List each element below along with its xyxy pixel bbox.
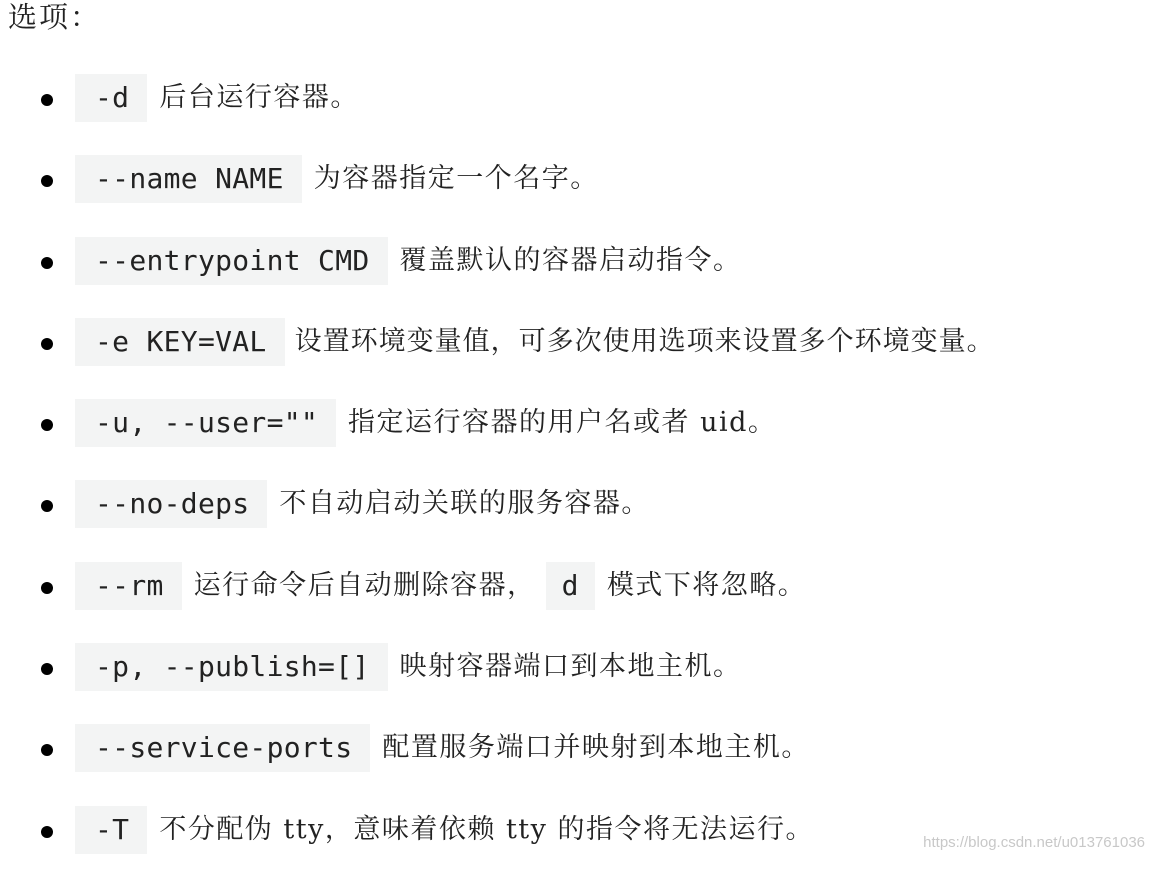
option-flag: --rm (75, 562, 182, 610)
bullet-icon (41, 500, 53, 512)
list-item (0, 399, 1155, 447)
list-item (0, 74, 1155, 122)
option-flag: -p, --publish=[] (75, 643, 388, 691)
option-flag: --no-deps (75, 480, 267, 528)
bullet-icon (41, 663, 53, 675)
option-flag: -d (75, 74, 147, 122)
list-item (0, 480, 1155, 528)
option-description: 配置服务端口并映射到本地主机。 (382, 732, 810, 764)
option-flag: -T (75, 806, 147, 854)
bullet-icon (41, 582, 53, 594)
bullet-icon (41, 826, 53, 838)
bullet-icon (41, 744, 53, 756)
option-description: 覆盖默认的容器启动指令。 (399, 244, 742, 276)
option-description: 映射容器端口到本地主机。 (399, 651, 742, 683)
list-item (0, 724, 1155, 772)
options-list (0, 74, 1155, 887)
option-flag: --entrypoint CMD (75, 237, 388, 285)
option-description: 不自动启动关联的服务容器。 (279, 488, 650, 520)
option-flag: -e KEY=VAL (75, 318, 285, 366)
bullet-icon (41, 257, 53, 269)
bullet-icon (41, 94, 53, 106)
list-item (0, 237, 1155, 285)
bullet-icon (41, 338, 53, 350)
bullet-icon (41, 175, 53, 187)
list-item (0, 562, 1155, 610)
bullet-icon (41, 419, 53, 431)
option-description: 为容器指定一个名字。 (313, 163, 599, 195)
list-item (0, 643, 1155, 691)
section-heading: 选项： (8, 0, 102, 34)
option-description: 设置环境变量值，可多次使用选项来设置多个环境变量。 (294, 325, 995, 357)
option-description-continued: 模式下将忽略。 (606, 569, 807, 601)
watermark: https://blog.csdn.net/u013761036 (923, 834, 1145, 851)
option-description: 后台运行容器。 (159, 82, 359, 113)
option-description: 运行命令后自动删除容器， (193, 569, 536, 601)
list-item (0, 155, 1155, 203)
option-flag: -u, --user="" (75, 399, 336, 447)
list-item (0, 318, 1155, 366)
option-description: 指定运行容器的用户名或者 uid。 (348, 407, 777, 439)
option-description: 不分配伪 tty，意味着依赖 tty 的指令将无法运行。 (159, 813, 814, 845)
option-flag: --name NAME (75, 155, 302, 203)
option-flag: --service-ports (75, 724, 370, 772)
inline-code: d (546, 562, 595, 610)
